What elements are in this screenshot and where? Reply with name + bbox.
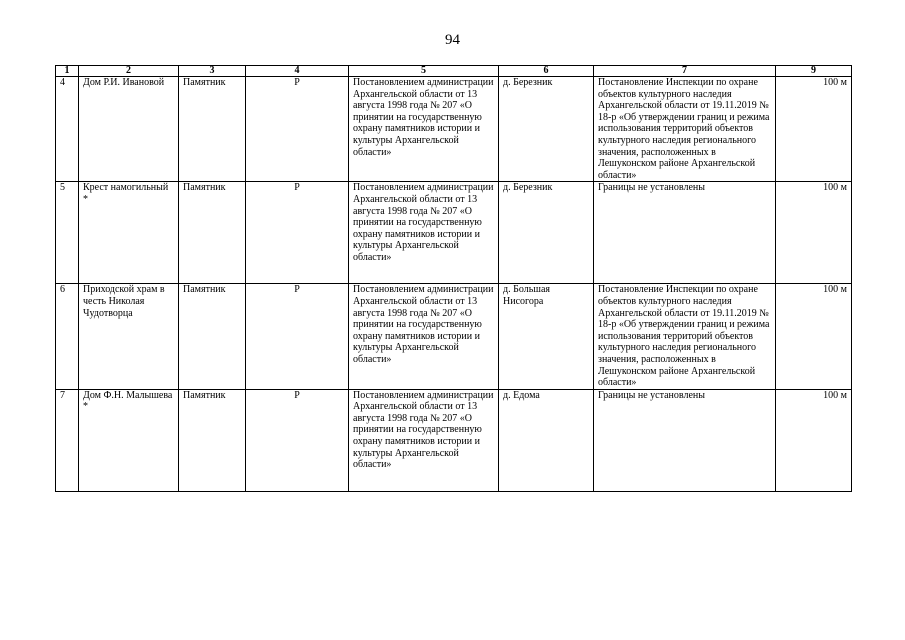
object-location: д. Большая Нисогора bbox=[499, 284, 594, 389]
object-category: Р bbox=[246, 284, 349, 389]
territory-boundaries: Границы не установлены bbox=[594, 182, 776, 284]
protection-zone: 100 м bbox=[776, 389, 852, 491]
header-row bbox=[56, 66, 852, 77]
protection-zone: 100 м bbox=[776, 182, 852, 284]
object-name: Дом Р.И. Ивановой bbox=[79, 77, 179, 182]
protection-decree: Постановлением администрации Архангельской области от 13 августа 1998 года № 207 «О принятии на государственную охрану памятников истории и культуры Архангельской области» bbox=[349, 77, 499, 182]
row-number: 7 bbox=[56, 389, 79, 491]
heritage-registry-table bbox=[55, 65, 852, 492]
table-row bbox=[56, 284, 852, 389]
row-number: 4 bbox=[56, 77, 79, 182]
column-header: 3 bbox=[179, 66, 246, 77]
table-row bbox=[56, 77, 852, 182]
object-name: Крест намогильный * bbox=[79, 182, 179, 284]
column-header: 6 bbox=[499, 66, 594, 77]
protection-decree: Постановлением администрации Архангельской области от 13 августа 1998 года № 207 «О принятии на государственную охрану памятников истории и культуры Архангельской области» bbox=[349, 284, 499, 389]
column-header: 5 bbox=[349, 66, 499, 77]
territory-boundaries: Постановление Инспекции по охране объектов культурного наследия Архангельской области от 19.11.2019 № 18-р «Об утверждении границ и режима использования территорий объектов культурного наследия регионального значения, расположенных в Лешуконском районе Архангельской области» bbox=[594, 284, 776, 389]
column-header: 1 bbox=[56, 66, 79, 77]
object-category: Р bbox=[246, 182, 349, 284]
column-header: 4 bbox=[246, 66, 349, 77]
object-category: Р bbox=[246, 77, 349, 182]
object-type: Памятник bbox=[179, 77, 246, 182]
object-type: Памятник bbox=[179, 389, 246, 491]
object-category: Р bbox=[246, 389, 349, 491]
object-location: д. Березник bbox=[499, 182, 594, 284]
protection-zone: 100 м bbox=[776, 77, 852, 182]
column-header: 2 bbox=[79, 66, 179, 77]
column-header: 9 bbox=[776, 66, 852, 77]
territory-boundaries: Постановление Инспекции по охране объектов культурного наследия Архангельской области от 19.11.2019 № 18-р «Об утверждении границ и режима использования территорий объектов культурного наследия регионального значения, расположенных в Лешуконском районе Архангельской области» bbox=[594, 77, 776, 182]
row-number: 6 bbox=[56, 284, 79, 389]
object-location: д. Едома bbox=[499, 389, 594, 491]
table-row bbox=[56, 389, 852, 491]
object-type: Памятник bbox=[179, 284, 246, 389]
protection-decree: Постановлением администрации Архангельской области от 13 августа 1998 года № 207 «О принятии на государственную охрану памятников истории и культуры Архангельской области» bbox=[349, 389, 499, 491]
object-location: д. Березник bbox=[499, 77, 594, 182]
column-header: 7 bbox=[594, 66, 776, 77]
protection-decree: Постановлением администрации Архангельской области от 13 августа 1998 года № 207 «О принятии на государственную охрану памятников истории и культуры Архангельской области» bbox=[349, 182, 499, 284]
protection-zone: 100 м bbox=[776, 284, 852, 389]
table-row bbox=[56, 182, 852, 284]
row-number: 5 bbox=[56, 182, 79, 284]
page-number: 94 bbox=[445, 32, 460, 48]
object-type: Памятник bbox=[179, 182, 246, 284]
object-name: Приходской храм в честь Николая Чудотворца bbox=[79, 284, 179, 389]
object-name: Дом Ф.Н. Малышева * bbox=[79, 389, 179, 491]
territory-boundaries: Границы не установлены bbox=[594, 389, 776, 491]
